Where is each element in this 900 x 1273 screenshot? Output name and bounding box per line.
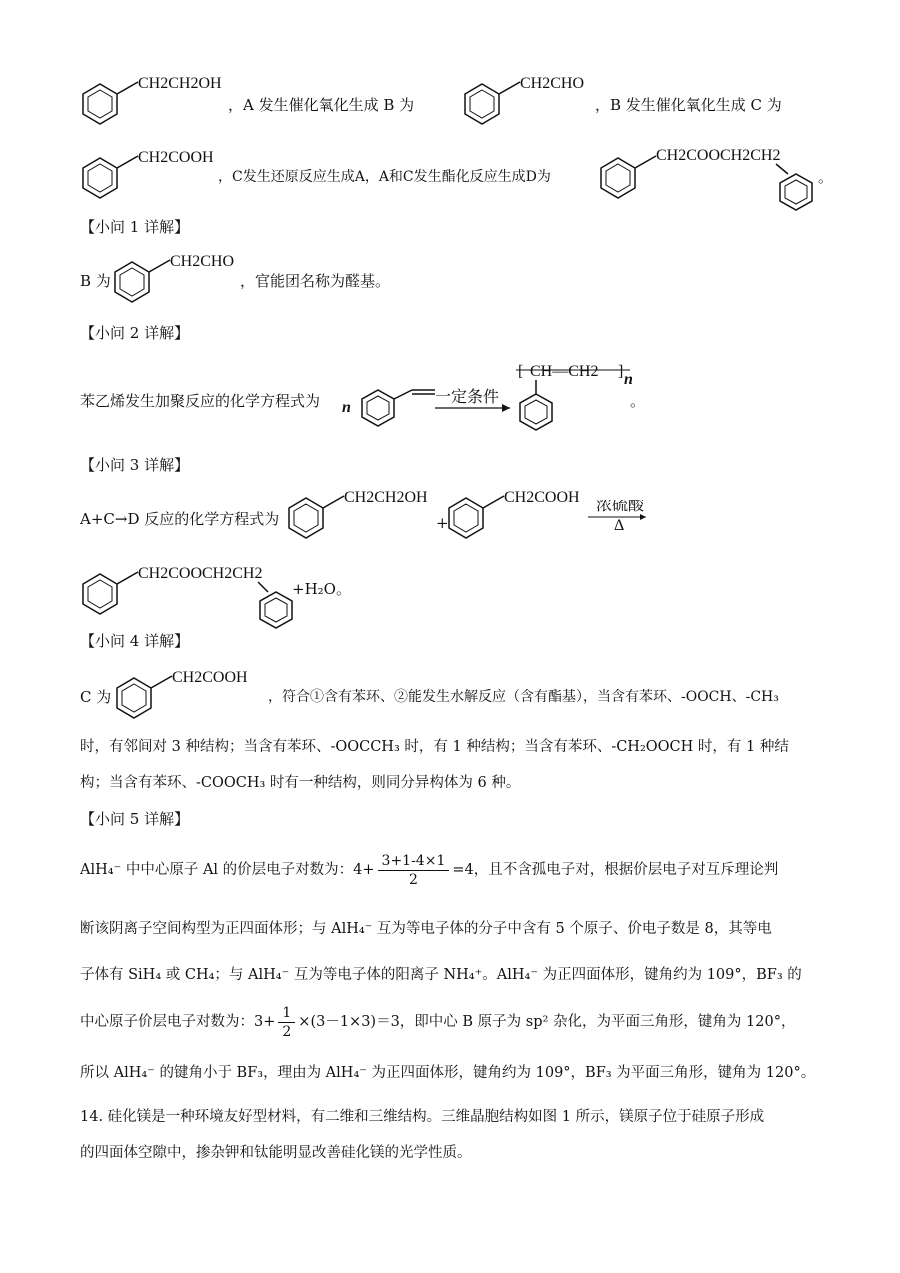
q4-line-2: 时，有邻间对 3 种结构；当含有苯环、-OOCCH₃ 时，有 1 种结构；当含有苯环、-CH₂OOCH 时，有 1 种结	[80, 739, 789, 755]
q5-line-3: 子体有 SiH₄ 或 CH₄；与 AlH₄⁻ 互为等电子体的阳离子 NH₄⁺。AlH₄⁻ 为正四面体形，键角约为 109°，BF₃ 的	[80, 967, 802, 983]
intro-text-2: ，B 发生催化氧化生成 C 为	[595, 96, 782, 114]
molecule-D	[598, 140, 828, 214]
q1-heading: 【小问 1 详解】	[80, 218, 190, 236]
q2-polymer-label: CH—CH2	[530, 363, 599, 380]
q4-mol-label: CH2COOH	[172, 669, 248, 686]
q5-frac1-den: 2	[408, 871, 418, 888]
mol-C-label: CH2COOH	[138, 149, 214, 166]
q5-line-1	[80, 848, 778, 892]
q5-line-2: 断该阴离子空间构型为正四面体形；与 AlH₄⁻ 互为等电子体的分子中含有 5 个原子、价电子数是 8，其等电	[80, 921, 772, 937]
q3-end: +H₂O。	[292, 580, 351, 598]
q5-line-4	[80, 1000, 795, 1044]
q3-condition-arrow	[586, 500, 652, 540]
intro-text-3: ，C发生还原反应生成A，A和C发生酯化反应生成D为	[218, 169, 551, 185]
q3-plus: +	[436, 514, 449, 532]
intro-text-1: ，A 发生催化氧化生成 B 为	[228, 96, 415, 114]
q3-mol-D-label: CH2COOCH2CH2	[138, 565, 263, 582]
q3-prefix: A+C→D 反应的化学方程式为	[80, 510, 280, 528]
q14-line-1: 14. 硅化镁是一种环境友好型材料，有二维和三维结构。三维晶胞结构如图 1 所示，镁原子位于硅原子形成	[80, 1109, 765, 1125]
q2-condition: 一定条件	[435, 389, 500, 406]
q3-mol-A-label: CH2CH2OH	[344, 489, 428, 506]
intro-text-4: 。	[818, 168, 834, 186]
mol-B-label: CH2CHO	[520, 75, 585, 92]
q2-heading: 【小问 2 详解】	[80, 324, 190, 342]
molecule-C	[80, 146, 230, 210]
q4-prefix: C 为	[80, 688, 112, 706]
q3-condition-below: Δ	[614, 517, 625, 534]
q3-molecule-A	[286, 484, 446, 548]
q3-condition: 浓硫酸	[596, 500, 645, 514]
q5-frac2-den: 2	[282, 1023, 292, 1040]
q2-bracket-left: [	[518, 363, 524, 380]
q5-frac1-num: 3+1-4×1	[378, 852, 450, 871]
q5-fraction-2	[278, 1004, 295, 1041]
q3-heading: 【小问 3 详解】	[80, 456, 190, 474]
q4-molecule	[114, 664, 274, 728]
q2-bracket-right: ]	[618, 363, 624, 380]
q5-fraction-1	[378, 852, 450, 889]
q14-line-2: 的四面体空隙中，掺杂钾和钛能明显改善硅化镁的光学性质。	[80, 1145, 472, 1161]
q3-mol-C-label: CH2COOH	[504, 489, 580, 506]
q2-n: n	[342, 399, 351, 416]
q5-l4-a: 中心原子价层电子对数为：3+	[80, 1014, 276, 1030]
q5-heading: 【小问 5 详解】	[80, 810, 190, 828]
q5-l4-b: ×(3－1×3)＝3，即中心 B 原子为 sp² 杂化，为平面三角形，键角为 120°，	[298, 1014, 796, 1030]
q2-prefix: 苯乙烯发生加聚反应的化学方程式为	[80, 392, 321, 410]
q3-molecule-D	[80, 560, 320, 634]
molecule-A	[80, 72, 230, 136]
mol-A-label: CH2CH2OH	[138, 75, 222, 92]
mol-D-label: CH2COOCH2CH2	[656, 147, 781, 164]
q2-reaction	[340, 360, 660, 444]
molecule-B	[462, 72, 612, 136]
q5-line-5: 所以 AlH₄⁻ 的键角小于 BF₃，理由为 AlH₄⁻ 为正四面体形，键角约为 109°，BF₃ 为平面三角形，键角为 120°。	[80, 1065, 816, 1081]
q1-prefix: B 为	[80, 272, 111, 290]
q4-heading: 【小问 4 详解】	[80, 632, 190, 650]
q1-text: ，官能团名称为醛基。	[240, 272, 391, 290]
q4-line-3: 构；当含有苯环、-COOCH₃ 时有一种结构，则同分异构体为 6 种。	[80, 775, 521, 791]
q5-l1-b: =4，且不含孤电子对，根据价层电子对互斥理论判	[452, 862, 779, 878]
q5-l1-a: AlH₄⁻ 中中心原子 Al 的价层电子对数为：4+	[80, 862, 375, 878]
q3-molecule-C	[446, 484, 596, 548]
q2-polymer-n: n	[624, 371, 633, 388]
q2-end: 。	[630, 392, 646, 410]
q5-frac2-num: 1	[278, 1004, 295, 1023]
q1-mol-label: CH2CHO	[170, 253, 235, 270]
q4-line-1: ，符合①含有苯环、②能发生水解反应（含有酯基），当含有苯环、-OOCH、-CH₃	[268, 689, 779, 705]
